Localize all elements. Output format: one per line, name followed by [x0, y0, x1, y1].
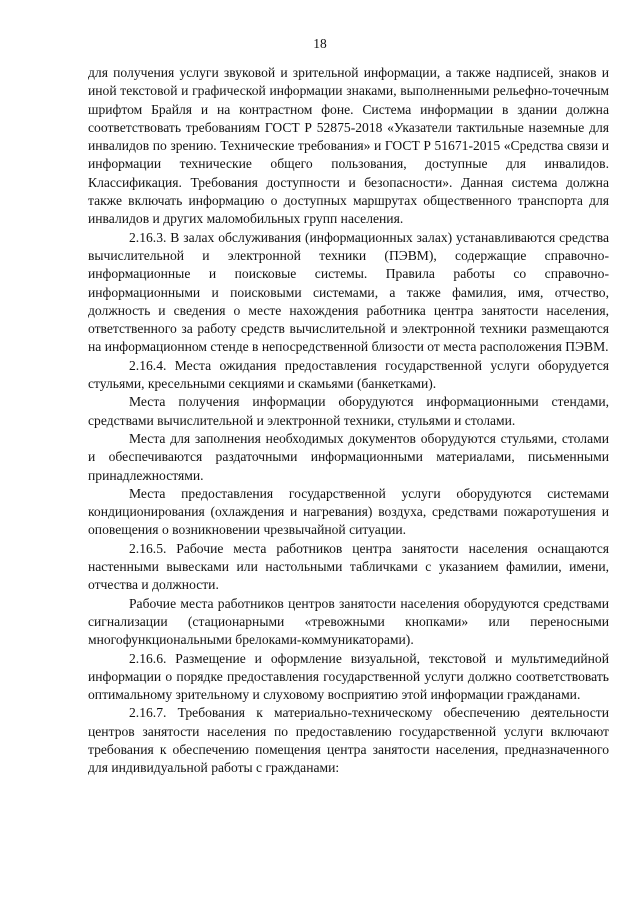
- paragraph: 2.16.5. Рабочие места работников центра занятости населения оснащаются настенными вывесками или настольными табличками с указанием фамилии, имени, отчества и должности.: [88, 540, 609, 593]
- paragraph: 2.16.3. В залах обслуживания (информационных залах) устанавливаются средства вычислительной и электронной техники (ПЭВМ), содержащие справочно-информационные и поисковые системы. Правила работы со справочно-информационными и поисковыми системами, а также фамилия, имя, отчество, должность и сведения о месте нахождения работника центра занятости населения, ответственного за работу средств вычислительной и электронной техники размещаются на информационном стенде в непосредственной близости от места расположения ПЭВМ.: [88, 229, 609, 355]
- paragraph: Места получения информации оборудуются информационными стендами, средствами вычислительной и электронной техники, стульями и столами.: [88, 394, 609, 428]
- paragraph: Места предоставления государственной услуги оборудуются системами кондиционирования (охлаждения и нагревания) воздуха, средствами пожаротушения и оповещения о возникновении чрезвычайной ситуации.: [88, 485, 609, 538]
- paragraph: 2.16.6. Размещение и оформление визуальной, текстовой и мультимедийной информации о порядке предоставления государственной услуги должно соответствовать оптимальному зрительному и слуховому восприятию этой информации гражданами.: [88, 650, 609, 703]
- paragraph: Места для заполнения необходимых документов оборудуются стульями, столами и обеспечиваются раздаточными информационными материалами, письменными принадлежностями.: [88, 430, 609, 483]
- paragraph: 2.16.7. Требования к материально-техническому обеспечению деятельности центров занятости населения по предоставлению государственной услуги включают требования к обеспечению помещения центра занятости населения, предназначенного для индивидуальной работы с гражданами:: [88, 705, 609, 776]
- paragraph: Рабочие места работников центров занятости населения оборудуются средствами сигнализации (стационарными «тревожными кнопками» или переносными многофункциональными брелоками-коммуникаторами).: [88, 595, 609, 648]
- page-number: 18: [313, 36, 327, 51]
- document-body: [88, 64, 609, 778]
- paragraph: для получения услуги звуковой и зрительной информации, а также надписей, знаков и иной текстовой и графической информации знаками, выполненными рельефно-точечным шрифтом Брайля и на контрастном фоне. Система информации в здании должна соответствовать требованиям ГОСТ Р 52875-2018 «Указатели тактильные наземные для инвалидов по зрению. Технические требования» и ГОСТ Р 51671-2015 «Средства связи и информации технические общего пользования, доступные для инвалидов. Классификация. Требования доступности и безопасности». Данная система должна также включать информацию о доступных маршрутах общественного транспорта для инвалидов и других маломобильных групп населения.: [88, 65, 609, 227]
- paragraph: 2.16.4. Места ожидания предоставления государственной услуги оборудуется стульями, кресельными секциями и скамьями (банкетками).: [88, 357, 609, 392]
